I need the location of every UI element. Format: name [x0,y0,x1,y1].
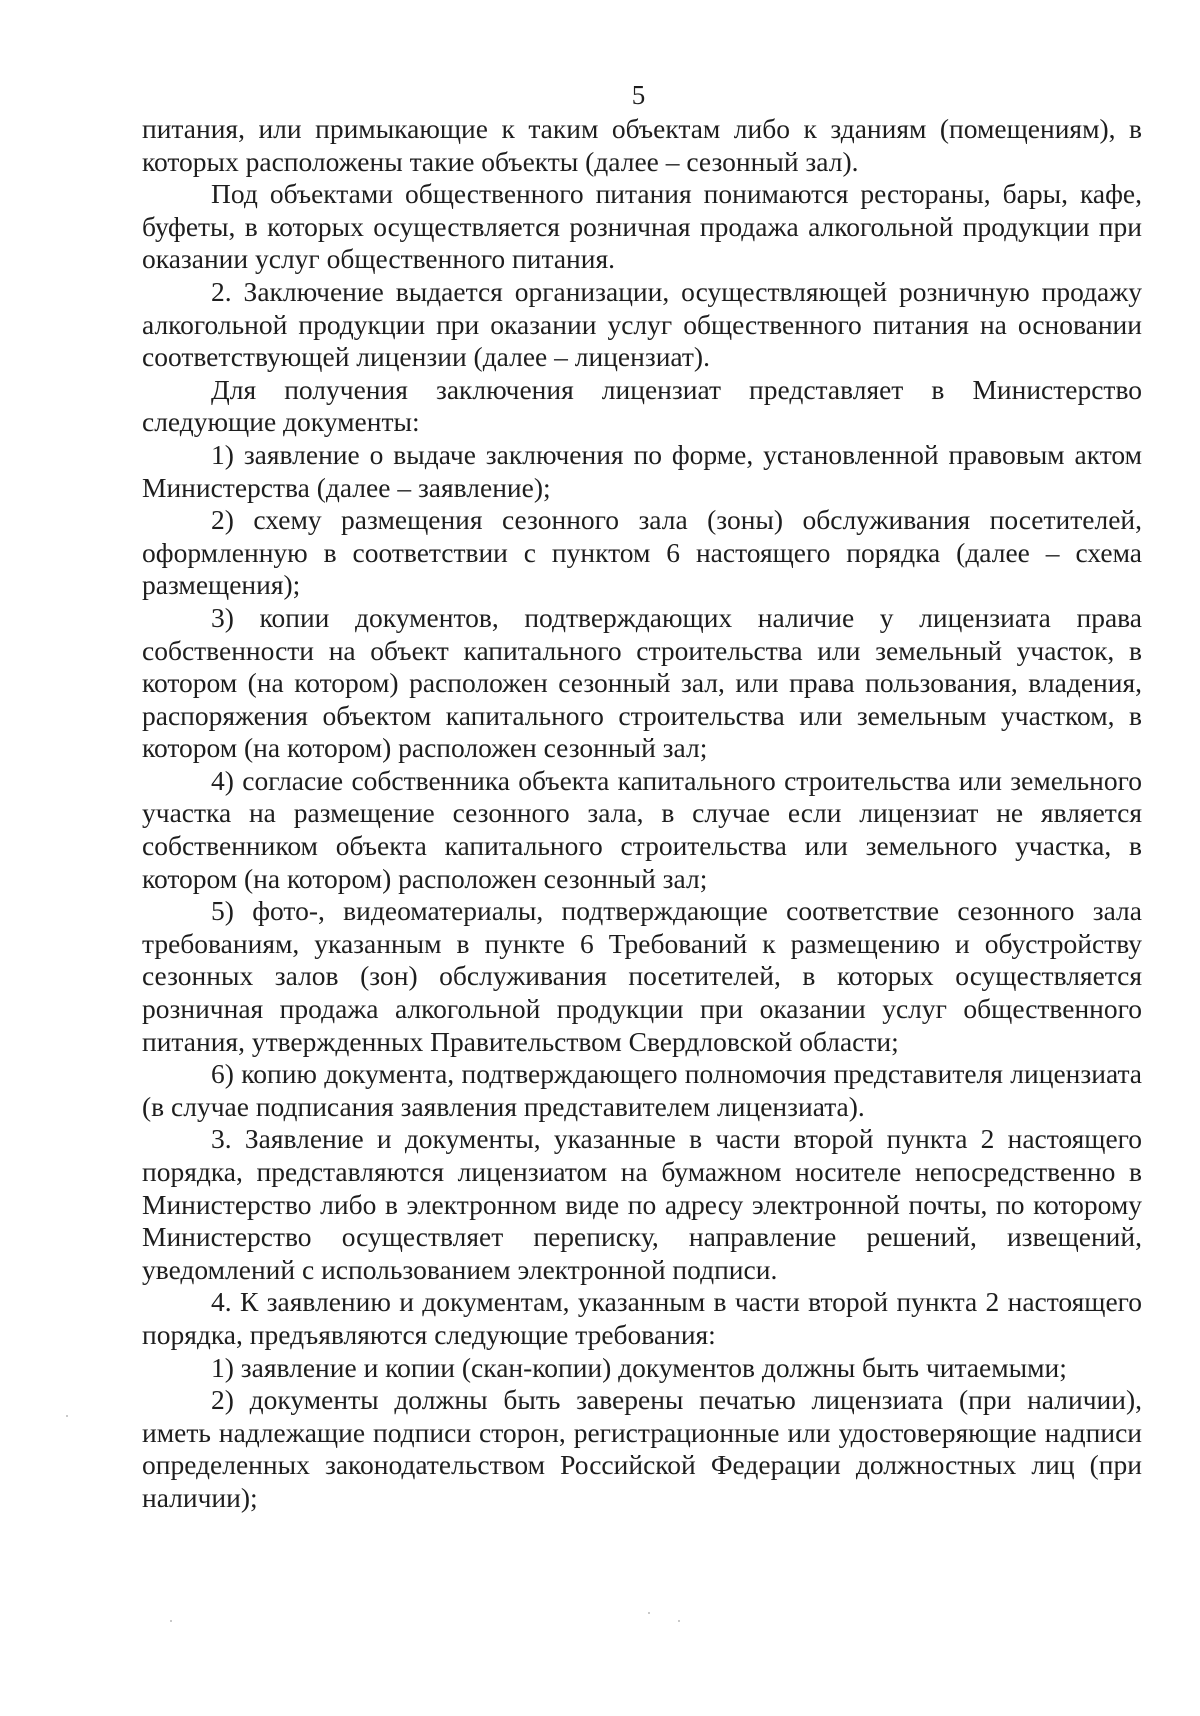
page-number: 5 [631,80,646,110]
list-item-6: 6) копию документа, подтверждающего полномочия представителя лицензиата (в случае подписания заявления представителем лицензиата). [142,1058,1142,1122]
paragraph-continuation: питания, или примыкающие к таким объектам либо к зданиям (помещениям), в которых расположены такие объекты (далее – сезонный зал). [142,113,1142,177]
document-body [142,113,1142,1515]
requirement-item-1: 1) заявление и копии (скан-копии) документов должны быть читаемыми; [211,1351,1067,1383]
paragraph-item-2: 2. Заключение выдается организации, осуществляющей розничную продажу алкогольной продукции при оказании услуг общественного питания на основании соответствующей лицензии (далее – лицензиат). [142,275,1142,373]
scan-speck [678,1620,680,1622]
list-item-2: 2) схему размещения сезонного зала (зоны) обслуживания посетителей, оформленную в соответствии с пунктом 6 настоящего порядка (далее – схема размещения); [142,504,1142,601]
list-item-1: 1) заявление о выдаче заключения по форме, установленной правовым актом Министерства (далее – заявление); [142,438,1142,503]
scan-speck [170,1620,172,1622]
list-item-5: 5) фото-, видеоматериалы, подтверждающие соответствие сезонного зала требованиям, указанным в пункте 6 Требований к размещению и обустройству сезонных залов (зон) обслуживания посетителей, в которых осуществляется розничная продажа алкогольной продукции при оказании услуг общественного питания, утвержденных Правительством Свердловской области; [142,895,1142,1057]
requirement-item-2: 2) документы должны быть заверены печатью лицензиата (при наличии), иметь надлежащие подписи сторон, регистрационные или удостоверяющие надписи определенных законодательством Российской Федерации должностных лиц (при наличии); [142,1384,1142,1513]
list-item-3: 3) копии документов, подтверждающих наличие у лицензиата права собственности на объект капитального строительства или земельный участок, в котором (на котором) расположен сезонный зал, или права пользования, владения, распоряжения объектом капитального строительства или земельным участком, в котором (на котором) расположен сезонный зал; [142,601,1142,764]
paragraph-documents-intro: Для получения заключения лицензиат представляет в Министерство следующие документы: [142,373,1142,438]
list-item-4: 4) согласие собственника объекта капитального строительства или земельного участка на размещение сезонного зала, в случае если лицензиат не является собственником объекта капитального строительства или земельного участка, в котором (на котором) расположен сезонный зал; [142,764,1142,894]
paragraph-item-3: 3. Заявление и документы, указанные в части второй пункта 2 настоящего порядка, представляются лицензиатом на бумажном носителе непосредственно в Министерство либо в электронном виде по адресу электронной почты, по которому Министерство осуществляет переписку, направление решений, извещений, уведомлений с использованием электронной подписи. [142,1123,1142,1285]
paragraph-public-catering-definition: Под объектами общественного питания понимаются рестораны, бары, кафе, буфеты, в которых осуществляется розничная продажа алкогольной продукции при оказании услуг общественного питания. [142,178,1142,275]
scan-speck [648,1612,650,1614]
scan-speck [66,1415,68,1417]
paragraph-item-4: 4. К заявлению и документам, указанным в части второй пункта 2 настоящего порядка, предъявляются следующие требования: [142,1286,1142,1350]
